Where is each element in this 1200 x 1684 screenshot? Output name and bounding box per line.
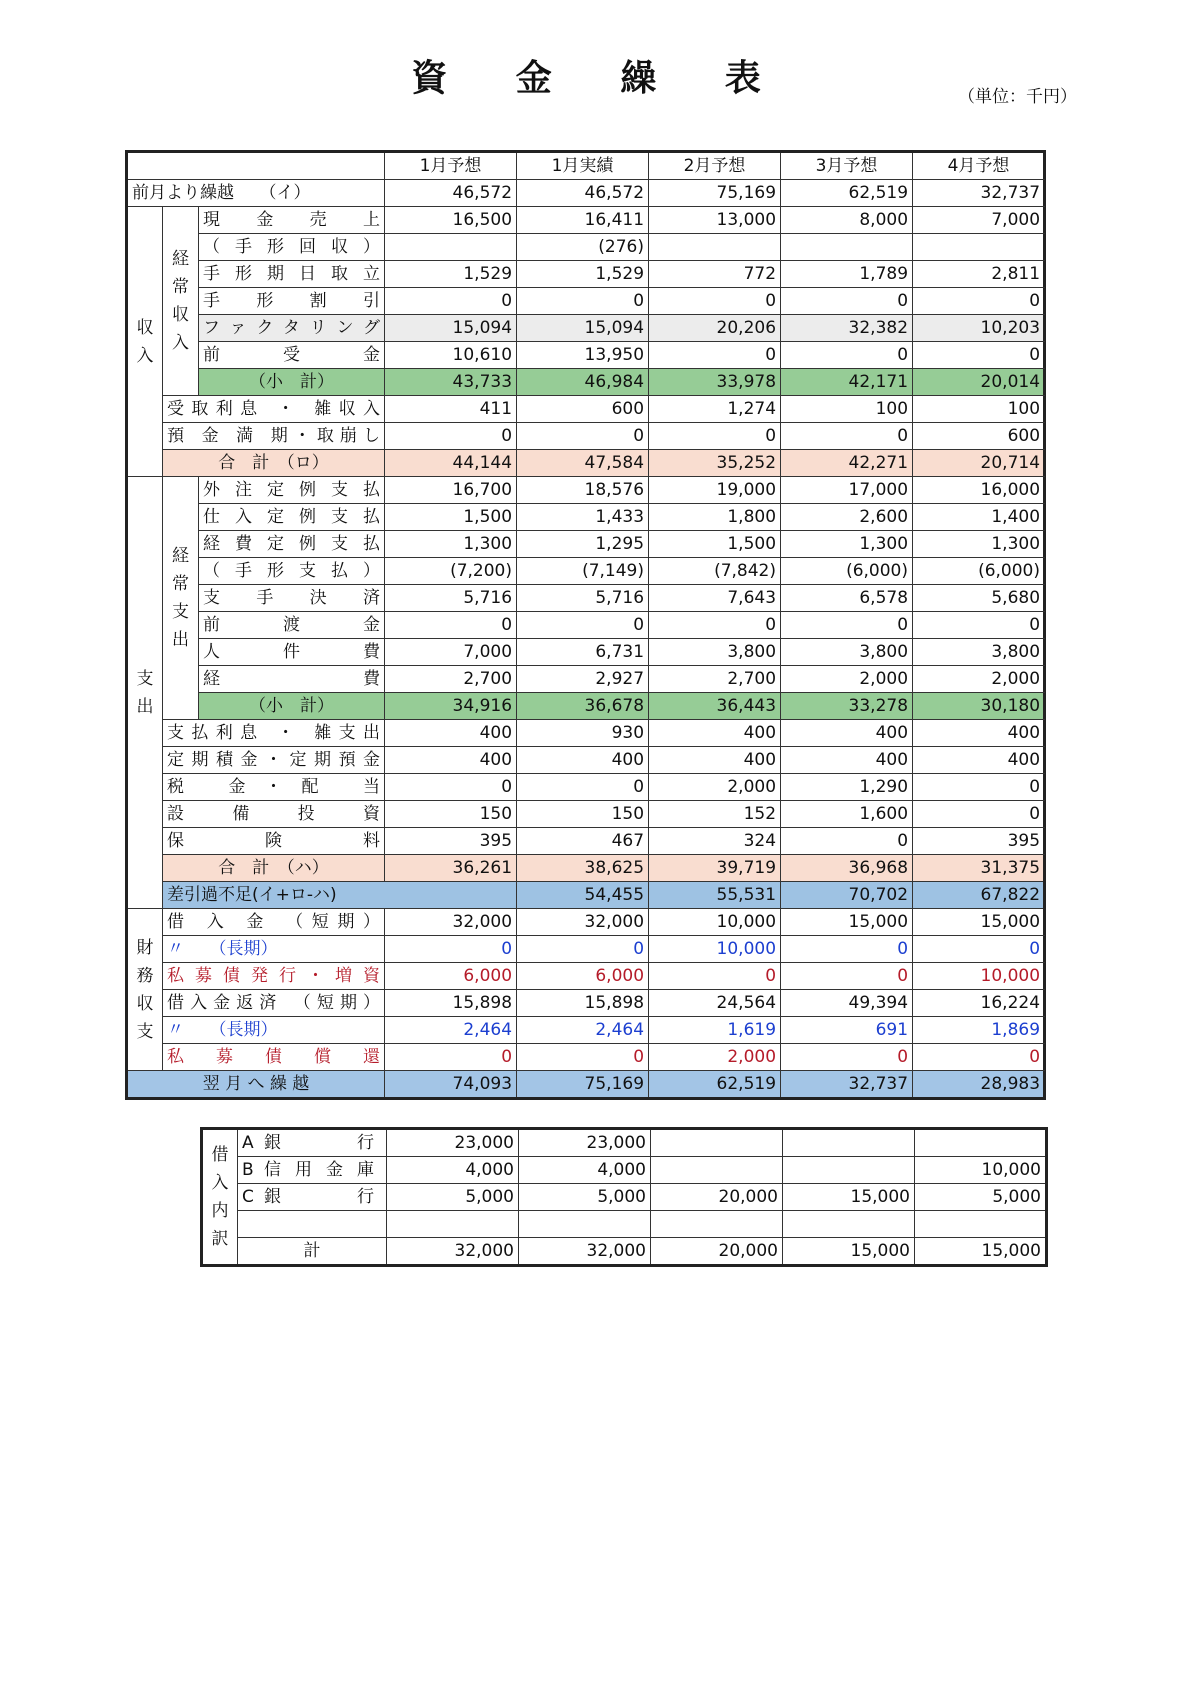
col-header: 4月予想 bbox=[913, 152, 1045, 180]
cell-value: 0 bbox=[913, 1044, 1045, 1071]
row-label: 経 費 bbox=[199, 666, 385, 693]
cell-value: 15,000 bbox=[781, 909, 913, 936]
section-income-regular: 経 常 収 入 bbox=[163, 207, 199, 396]
cell-value: 0 bbox=[517, 936, 649, 963]
row-label: 私 募 債 償 還 bbox=[163, 1044, 385, 1071]
cell-value: 62,519 bbox=[649, 1071, 781, 1099]
cell-value: 0 bbox=[517, 288, 649, 315]
cell-value: 0 bbox=[649, 612, 781, 639]
cell-value: 6,731 bbox=[517, 639, 649, 666]
cell-value: 0 bbox=[649, 288, 781, 315]
cell-value: 55,531 bbox=[649, 882, 781, 909]
cell-value: 16,000 bbox=[913, 477, 1045, 504]
cell-value: 0 bbox=[517, 774, 649, 801]
row-borrow_short bbox=[127, 909, 1045, 936]
cell-value: 10,000 bbox=[915, 1157, 1047, 1184]
cell-value: 28,983 bbox=[913, 1071, 1045, 1099]
loan-row-bank_c bbox=[202, 1184, 1047, 1211]
cell-value: (276) bbox=[517, 234, 649, 261]
cell-value bbox=[651, 1157, 783, 1184]
row-label: 定期積金・定期預金 bbox=[163, 747, 385, 774]
col-header: 1月実績 bbox=[517, 152, 649, 180]
row-label: 預 金 満 期・取崩し bbox=[163, 423, 385, 450]
cell-value bbox=[913, 234, 1045, 261]
cell-value: 2,700 bbox=[385, 666, 517, 693]
cell-value: 400 bbox=[913, 720, 1045, 747]
cell-value: 152 bbox=[649, 801, 781, 828]
row-carry_in bbox=[127, 180, 1045, 207]
row-label: 前月より繰越 （イ） bbox=[127, 180, 385, 207]
cell-value: 1,789 bbox=[781, 261, 913, 288]
cell-value: 23,000 bbox=[387, 1129, 519, 1157]
row-label: 支 手 決 済 bbox=[199, 585, 385, 612]
cell-value: 32,000 bbox=[519, 1238, 651, 1266]
row-label: 現 金 売 上 bbox=[199, 207, 385, 234]
cell-value: 400 bbox=[385, 720, 517, 747]
cell-value: 30,180 bbox=[913, 693, 1045, 720]
cell-value: 13,000 bbox=[649, 207, 781, 234]
cell-value: 0 bbox=[781, 288, 913, 315]
row-label: 〃 （長期） bbox=[163, 936, 385, 963]
cell-value: 691 bbox=[781, 1017, 913, 1044]
cell-value: 411 bbox=[385, 396, 517, 423]
cell-value: 1,500 bbox=[385, 504, 517, 531]
cell-value: 100 bbox=[913, 396, 1045, 423]
cell-value: 70,702 bbox=[781, 882, 913, 909]
bank-mark: B bbox=[242, 1160, 254, 1180]
row-expenses_reg bbox=[127, 531, 1045, 558]
row-label: （小 計） bbox=[199, 693, 385, 720]
cell-value: 2,927 bbox=[517, 666, 649, 693]
cell-value: 2,000 bbox=[913, 666, 1045, 693]
cell-value: 38,625 bbox=[517, 855, 649, 882]
row-advance_recv bbox=[127, 342, 1045, 369]
cell-value: 32,000 bbox=[387, 1238, 519, 1266]
loan-label bbox=[238, 1129, 387, 1157]
cell-value: 0 bbox=[913, 342, 1045, 369]
cash-flow-table bbox=[125, 150, 1046, 1100]
row-expense bbox=[127, 666, 1045, 693]
row-label: （小 計） bbox=[199, 369, 385, 396]
cell-value: 10,000 bbox=[913, 963, 1045, 990]
row-label: ファクタリング bbox=[199, 315, 385, 342]
cell-value: 1,290 bbox=[781, 774, 913, 801]
row-repay_long bbox=[127, 1017, 1045, 1044]
cell-value: 20,014 bbox=[913, 369, 1045, 396]
row-label: 設 備 投 資 bbox=[163, 801, 385, 828]
cell-value: 0 bbox=[649, 423, 781, 450]
row-label: 〃 （長期） bbox=[163, 1017, 385, 1044]
cell-value: 0 bbox=[385, 288, 517, 315]
row-label: 翌 月 へ 繰 越 bbox=[127, 1071, 385, 1099]
cell-value bbox=[649, 234, 781, 261]
row-label: 合 計 （ロ） bbox=[163, 450, 385, 477]
cell-value: 0 bbox=[913, 801, 1045, 828]
cell-value: 6,578 bbox=[781, 585, 913, 612]
row-personnel bbox=[127, 639, 1045, 666]
cell-value: 10,000 bbox=[649, 936, 781, 963]
cell-value: 46,572 bbox=[517, 180, 649, 207]
row-label: 前 受 金 bbox=[199, 342, 385, 369]
cell-value: 34,916 bbox=[385, 693, 517, 720]
row-bond_redeem bbox=[127, 1044, 1045, 1071]
row-interest_paid bbox=[127, 720, 1045, 747]
cell-value: 2,600 bbox=[781, 504, 913, 531]
cell-value: 400 bbox=[781, 747, 913, 774]
cell-value: 1,295 bbox=[517, 531, 649, 558]
row-balance bbox=[127, 882, 1045, 909]
cell-value: 5,716 bbox=[385, 585, 517, 612]
cell-value: 3,800 bbox=[781, 639, 913, 666]
row-label: 前 渡 金 bbox=[199, 612, 385, 639]
cell-value: 31,375 bbox=[913, 855, 1045, 882]
cell-value: 49,394 bbox=[781, 990, 913, 1017]
row-label: 手 形 割 引 bbox=[199, 288, 385, 315]
row-label: 受取利息 ・ 雑収入 bbox=[163, 396, 385, 423]
row-exp_total bbox=[127, 855, 1045, 882]
loan-row-total bbox=[202, 1238, 1047, 1266]
cell-value: 35,252 bbox=[649, 450, 781, 477]
row-label: 借 入 金 （短期） bbox=[163, 909, 385, 936]
cell-value: 42,171 bbox=[781, 369, 913, 396]
cell-value: 15,000 bbox=[783, 1238, 915, 1266]
cell-value: 33,278 bbox=[781, 693, 913, 720]
cell-value: 1,300 bbox=[781, 531, 913, 558]
cell-value: 36,443 bbox=[649, 693, 781, 720]
cell-value: 0 bbox=[781, 963, 913, 990]
cell-value: 2,000 bbox=[649, 1044, 781, 1071]
cell-value: 15,094 bbox=[517, 315, 649, 342]
row-label: 人 件 費 bbox=[199, 639, 385, 666]
cell-value: 67,822 bbox=[913, 882, 1045, 909]
cell-value: 3,800 bbox=[649, 639, 781, 666]
row-bill_collect bbox=[127, 234, 1045, 261]
header-row bbox=[127, 152, 1045, 180]
page-title: 資 金 繰 表 bbox=[411, 58, 789, 99]
row-label: 借入金返済 （短期） bbox=[163, 990, 385, 1017]
row-tax bbox=[127, 774, 1045, 801]
col-header: 2月予想 bbox=[649, 152, 781, 180]
cell-value: 18,576 bbox=[517, 477, 649, 504]
cell-value: 24,564 bbox=[649, 990, 781, 1017]
loan-breakdown-table bbox=[200, 1127, 1048, 1267]
bank-mark: A bbox=[242, 1133, 254, 1153]
cell-value: 16,224 bbox=[913, 990, 1045, 1017]
cell-value: 0 bbox=[913, 936, 1045, 963]
cell-value: 0 bbox=[649, 342, 781, 369]
cell-value bbox=[915, 1211, 1047, 1238]
row-label: 合 計 （ハ） bbox=[163, 855, 385, 882]
cell-value bbox=[915, 1129, 1047, 1157]
col-header: 1月予想 bbox=[385, 152, 517, 180]
cell-value bbox=[651, 1129, 783, 1157]
cell-value: 400 bbox=[913, 747, 1045, 774]
row-label: 私募債発行・増資 bbox=[163, 963, 385, 990]
cell-value: 0 bbox=[385, 423, 517, 450]
row-inc_total bbox=[127, 450, 1045, 477]
row-deposit_withdraw bbox=[127, 423, 1045, 450]
cell-value: 15,898 bbox=[517, 990, 649, 1017]
cell-value: 20,000 bbox=[651, 1238, 783, 1266]
row-insurance bbox=[127, 828, 1045, 855]
row-bond_issue bbox=[127, 963, 1045, 990]
cell-value: 1,400 bbox=[913, 504, 1045, 531]
row-bill_discount bbox=[127, 288, 1045, 315]
cell-value: 930 bbox=[517, 720, 649, 747]
cell-value: 0 bbox=[385, 936, 517, 963]
cell-value: 19,000 bbox=[649, 477, 781, 504]
bank-name: 計 bbox=[303, 1241, 321, 1261]
cell-value: 772 bbox=[649, 261, 781, 288]
cell-value: 5,716 bbox=[517, 585, 649, 612]
cell-value: 5,000 bbox=[519, 1184, 651, 1211]
row-label: 経費定例支払 bbox=[199, 531, 385, 558]
cell-value: 10,000 bbox=[649, 909, 781, 936]
section-expense: 支 出 bbox=[127, 477, 163, 909]
cell-value: 54,455 bbox=[517, 882, 649, 909]
cell-value: 8,000 bbox=[781, 207, 913, 234]
cell-value: 1,869 bbox=[913, 1017, 1045, 1044]
cell-value: 46,984 bbox=[517, 369, 649, 396]
cell-value: 0 bbox=[781, 1044, 913, 1071]
cell-value: 0 bbox=[649, 963, 781, 990]
cell-value: 7,000 bbox=[385, 639, 517, 666]
cell-value: 74,093 bbox=[385, 1071, 517, 1099]
cell-value: 1,300 bbox=[385, 531, 517, 558]
row-bill_pay bbox=[127, 558, 1045, 585]
cell-value: (7,149) bbox=[517, 558, 649, 585]
cell-value: 0 bbox=[385, 1044, 517, 1071]
cell-value: 32,000 bbox=[517, 909, 649, 936]
loan-row-blank bbox=[202, 1211, 1047, 1238]
cell-value: 32,382 bbox=[781, 315, 913, 342]
cell-value: (6,000) bbox=[913, 558, 1045, 585]
row-label: 外注定例支払 bbox=[199, 477, 385, 504]
cell-value: 1,619 bbox=[649, 1017, 781, 1044]
cell-value: 324 bbox=[649, 828, 781, 855]
cell-value: 15,898 bbox=[385, 990, 517, 1017]
row-label: （手形回収） bbox=[199, 234, 385, 261]
cell-value: 1,529 bbox=[385, 261, 517, 288]
cell-value: 15,000 bbox=[913, 909, 1045, 936]
section-income: 収 入 bbox=[127, 207, 163, 477]
row-label: 支払利息 ・ 雑支出 bbox=[163, 720, 385, 747]
cell-value: 1,433 bbox=[517, 504, 649, 531]
cell-value: 7,000 bbox=[913, 207, 1045, 234]
bank-name: 銀 行 bbox=[264, 1133, 374, 1153]
row-bill_maturity bbox=[127, 261, 1045, 288]
loan-label bbox=[238, 1184, 387, 1211]
cell-value: (6,000) bbox=[781, 558, 913, 585]
row-label: 仕入定例支払 bbox=[199, 504, 385, 531]
cell-value: 2,700 bbox=[649, 666, 781, 693]
cell-value: 10,610 bbox=[385, 342, 517, 369]
cell-value: 0 bbox=[781, 828, 913, 855]
row-capex bbox=[127, 801, 1045, 828]
cell-value: 2,464 bbox=[517, 1017, 649, 1044]
cell-value: 400 bbox=[517, 747, 649, 774]
loan-label bbox=[238, 1211, 387, 1238]
cell-value: 400 bbox=[385, 747, 517, 774]
row-label: 保 険 料 bbox=[163, 828, 385, 855]
bank-name: 銀 行 bbox=[264, 1187, 374, 1207]
cell-value: 36,678 bbox=[517, 693, 649, 720]
cell-value: 2,464 bbox=[385, 1017, 517, 1044]
section-loan: 借 入 内 訳 bbox=[202, 1129, 238, 1266]
cell-value: 1,300 bbox=[913, 531, 1045, 558]
cell-value: 36,968 bbox=[781, 855, 913, 882]
cell-value: 20,206 bbox=[649, 315, 781, 342]
row-label: 差引過不足(イ+ロ-ハ) bbox=[163, 882, 517, 909]
row-repay_short bbox=[127, 990, 1045, 1017]
cell-value: 395 bbox=[385, 828, 517, 855]
cell-value: 400 bbox=[649, 747, 781, 774]
cell-value: 16,500 bbox=[385, 207, 517, 234]
cell-value: 0 bbox=[913, 612, 1045, 639]
cell-value: 600 bbox=[913, 423, 1045, 450]
cell-value: 15,000 bbox=[783, 1184, 915, 1211]
cell-value: 43,733 bbox=[385, 369, 517, 396]
loan-row-bank_b bbox=[202, 1157, 1047, 1184]
bank-name: 信用金庫 bbox=[264, 1160, 374, 1180]
cell-value: 20,000 bbox=[651, 1184, 783, 1211]
row-advance_paid bbox=[127, 612, 1045, 639]
cell-value: 0 bbox=[913, 774, 1045, 801]
row-outsourcing bbox=[127, 477, 1045, 504]
cell-value: 0 bbox=[385, 612, 517, 639]
cell-value: 400 bbox=[649, 720, 781, 747]
col-header: 3月予想 bbox=[781, 152, 913, 180]
row-carry_out bbox=[127, 1071, 1045, 1099]
cell-value: 15,094 bbox=[385, 315, 517, 342]
cell-value: 42,271 bbox=[781, 450, 913, 477]
cell-value bbox=[519, 1211, 651, 1238]
cell-value: 0 bbox=[385, 774, 517, 801]
cell-value: 33,978 bbox=[649, 369, 781, 396]
cell-value: 4,000 bbox=[387, 1157, 519, 1184]
cell-value: 3,800 bbox=[913, 639, 1045, 666]
cell-value bbox=[783, 1157, 915, 1184]
cell-value: 44,144 bbox=[385, 450, 517, 477]
cell-value: 16,411 bbox=[517, 207, 649, 234]
cell-value: 20,714 bbox=[913, 450, 1045, 477]
row-borrow_long bbox=[127, 936, 1045, 963]
cell-value: 600 bbox=[517, 396, 649, 423]
cell-value: 47,584 bbox=[517, 450, 649, 477]
cell-value: 23,000 bbox=[519, 1129, 651, 1157]
unit-note: （単位：千円） bbox=[958, 87, 1077, 107]
row-factoring bbox=[127, 315, 1045, 342]
cell-value: 0 bbox=[517, 612, 649, 639]
loan-row-bank_a bbox=[202, 1129, 1047, 1157]
cell-value: (7,842) bbox=[649, 558, 781, 585]
row-label: （手形支払） bbox=[199, 558, 385, 585]
cell-value: 17,000 bbox=[781, 477, 913, 504]
cell-value: 150 bbox=[385, 801, 517, 828]
cell-value: 5,000 bbox=[915, 1184, 1047, 1211]
row-purchase bbox=[127, 504, 1045, 531]
row-fixed_deposit bbox=[127, 747, 1045, 774]
row-label: 税 金・配 当 bbox=[163, 774, 385, 801]
cell-value: 36,261 bbox=[385, 855, 517, 882]
cell-value: 0 bbox=[781, 423, 913, 450]
section-expense-regular: 経 常 支 出 bbox=[163, 477, 199, 720]
cell-value: 13,950 bbox=[517, 342, 649, 369]
cell-value: 46,572 bbox=[385, 180, 517, 207]
cell-value bbox=[781, 234, 913, 261]
cell-value: 1,500 bbox=[649, 531, 781, 558]
cell-value: 100 bbox=[781, 396, 913, 423]
cell-value: 75,169 bbox=[517, 1071, 649, 1099]
row-bill_settle bbox=[127, 585, 1045, 612]
cell-value: 15,000 bbox=[915, 1238, 1047, 1266]
row-interest_recv bbox=[127, 396, 1045, 423]
cell-value: 32,000 bbox=[385, 909, 517, 936]
cell-value: 0 bbox=[781, 342, 913, 369]
cell-value bbox=[651, 1211, 783, 1238]
cell-value: 0 bbox=[781, 936, 913, 963]
row-cash_sales bbox=[127, 207, 1045, 234]
cell-value bbox=[387, 1211, 519, 1238]
cell-value: 5,680 bbox=[913, 585, 1045, 612]
cell-value: 0 bbox=[517, 1044, 649, 1071]
cell-value bbox=[385, 234, 517, 261]
cell-value bbox=[783, 1211, 915, 1238]
cell-value: 0 bbox=[517, 423, 649, 450]
cell-value: 7,643 bbox=[649, 585, 781, 612]
cell-value: 4,000 bbox=[519, 1157, 651, 1184]
cell-value: 0 bbox=[781, 612, 913, 639]
cell-value bbox=[783, 1129, 915, 1157]
cell-value: 2,811 bbox=[913, 261, 1045, 288]
cell-value: 62,519 bbox=[781, 180, 913, 207]
cell-value: 1,529 bbox=[517, 261, 649, 288]
cell-value: 2,000 bbox=[781, 666, 913, 693]
cell-value: 6,000 bbox=[385, 963, 517, 990]
cell-value: 2,000 bbox=[649, 774, 781, 801]
cell-value: 6,000 bbox=[517, 963, 649, 990]
cell-value: 75,169 bbox=[649, 180, 781, 207]
header-blank bbox=[127, 152, 385, 180]
bank-mark: C bbox=[242, 1187, 254, 1207]
row-label: 手形期日取立 bbox=[199, 261, 385, 288]
row-inc_subtotal bbox=[127, 369, 1045, 396]
cell-value: 32,737 bbox=[913, 180, 1045, 207]
cell-value: 400 bbox=[781, 720, 913, 747]
loan-label bbox=[238, 1157, 387, 1184]
cell-value: 39,719 bbox=[649, 855, 781, 882]
cell-value: 16,700 bbox=[385, 477, 517, 504]
cell-value: 1,800 bbox=[649, 504, 781, 531]
cell-value: 395 bbox=[913, 828, 1045, 855]
loan-label bbox=[238, 1238, 387, 1266]
cell-value: 150 bbox=[517, 801, 649, 828]
row-exp_subtotal bbox=[127, 693, 1045, 720]
cell-value: 10,203 bbox=[913, 315, 1045, 342]
cell-value: 5,000 bbox=[387, 1184, 519, 1211]
cell-value: 1,274 bbox=[649, 396, 781, 423]
cell-value: (7,200) bbox=[385, 558, 517, 585]
cell-value: 467 bbox=[517, 828, 649, 855]
section-finance: 財 務 収 支 bbox=[127, 909, 163, 1071]
cell-value: 0 bbox=[913, 288, 1045, 315]
cell-value: 1,600 bbox=[781, 801, 913, 828]
cell-value: 32,737 bbox=[781, 1071, 913, 1099]
